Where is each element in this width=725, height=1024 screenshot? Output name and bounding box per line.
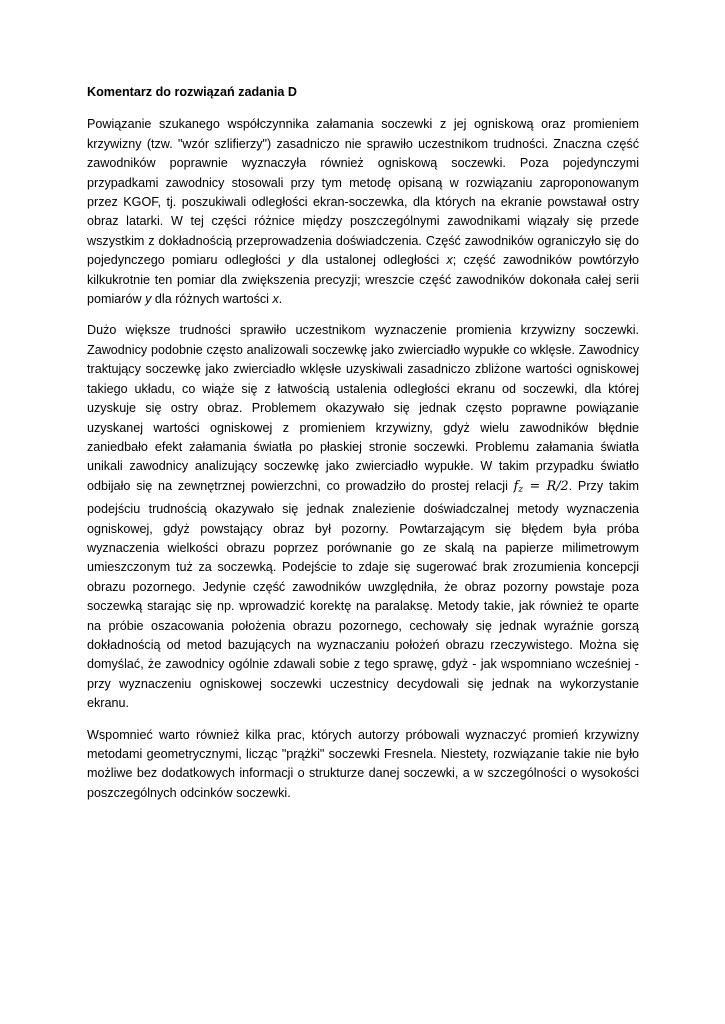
- paragraph-text: . Przy takim podejściu trudnością okazywało się jednak znalezienie doświadczalnej metody wyznaczenia ogniskowej, gdyż powstający obraz był pozorny. Powtarzającym się błędem była próba wyznaczenia wielkości obrazu poprzez porównanie go ze skalą na papierze milimetrowym umieszczonym tuż za soczewką. Podejście to zdaje się sugerować brak zrozumienia koncepcji obrazu pozornego. Jedynie część zawodników uwzględniła, że obraz pozorny powstaje poza soczewką starając się np. wprowadzić korektę na paralaksę. Metody takie, jak również te oparte na próbie oszacowania położenia obrazu pozornego, cechowały się jednak wyraźnie gorszą dokładnością od metod bazujących na wyznaczaniu położeń obrazu rzeczywistego. Można się domyślać, że zawodnicy ogólnie zdawali sobie z tego sprawę, gdyż - jak wspomniano wcześniej - przy wyznaczeniu ogniskowej soczewki uczestnicy decydowali się jednak na wykorzystanie ekranu.: [87, 478, 639, 711]
- paragraph-text: .: [278, 292, 283, 307]
- formula-focal-relation: [514, 479, 569, 494]
- variable-x: x: [446, 253, 453, 268]
- variable-y: y: [145, 292, 152, 307]
- variable-y: y: [287, 253, 295, 268]
- paragraph-text: Powiązanie szukanego współczynnika załamania soczewki z jej ogniskową oraz promieniem krzywizny (tzw. "wzór szlifierzy") zasadniczo nie sprawiło uczestnikom trudności. Znaczna część zawodników poprawnie wyznaczyła również ogniskową soczewki. Poza pojedynczymi przypadkami zawodnicy stosowali przy tym metodę opisaną w rozwiązaniu zaproponowanym przez KGOF, tj. poszukiwali odległości ekran-soczewka, dla których na ekranie powstawał ostry obraz latarki. W tej części różnice między poszczególnymi zawodnikami wiązały się przede wszystkim z dokładnością przeprowadzenia doświadczenia. Część zawodników ograniczyło się do pojedynczego pomiaru odległości: [87, 117, 639, 268]
- paragraph-focal-length: [87, 115, 639, 309]
- document-heading: Komentarz do rozwiązań zadania D: [87, 85, 297, 99]
- formula-rest: = R/2: [523, 478, 569, 494]
- paragraph-text: ; część zawodników powtórzyło kilkukrotnie ten pomiar dla zwiększenia precyzji; wreszcie część zawodników dokonała całej serii pomiarów: [87, 253, 639, 307]
- document-page: [87, 83, 639, 815]
- variable-x: x: [272, 292, 279, 307]
- paragraph-text: Dużo większe trudności sprawiło uczestnikom wyznaczenie promienia krzywizny soczewki. Zawodnicy podobnie często analizowali soczewkę jako zwierciadło wypukłe co wklęsłe. Zawodnicy traktujący soczewkę jako zwierciadło wklęsłe uzyskiwali zasadniczo zbliżone wartości ogniskowej takiego układu, co wiąże się z łatwością ustalenia odległości ekranu od soczewki, dla której uzyskuje się ostry obraz. Problemem okazywało się jednak często poprawne powiązanie uzyskanej wartości ogniskowej z promieniem krzywizny, gdyż wielu zawodników błędnie zaniedbało efekt załamania światła po płaskiej stronie soczewki. Problemu załamania światła unikali zawodnicy analizujący soczewkę jako zwierciadło wypukłe. W takim przypadku światło odbijało się na zewnętrznej powierzchni, co prowadziło do prostej relacji: [87, 323, 639, 493]
- paragraph-text: dla ustalonej odległości: [294, 253, 447, 268]
- paragraph-text: dla różnych wartości: [151, 292, 273, 307]
- paragraph-fresnel: Wspomnieć warto również kilka prac, których autorzy próbowali wyznaczyć promień krzywizny metodami geometrycznymi, licząc "prążki" soczewki Fresnela. Niestety, rozwiązanie takie nie było możliwe bez dodatkowych informacji o strukturze danej soczewki, a w szczególności o wysokości poszczególnych odcinków soczewki.: [87, 727, 639, 800]
- formula-symbol: f: [513, 478, 519, 494]
- paragraph-radius: [87, 321, 639, 713]
- formula-subscript: z: [518, 484, 524, 495]
